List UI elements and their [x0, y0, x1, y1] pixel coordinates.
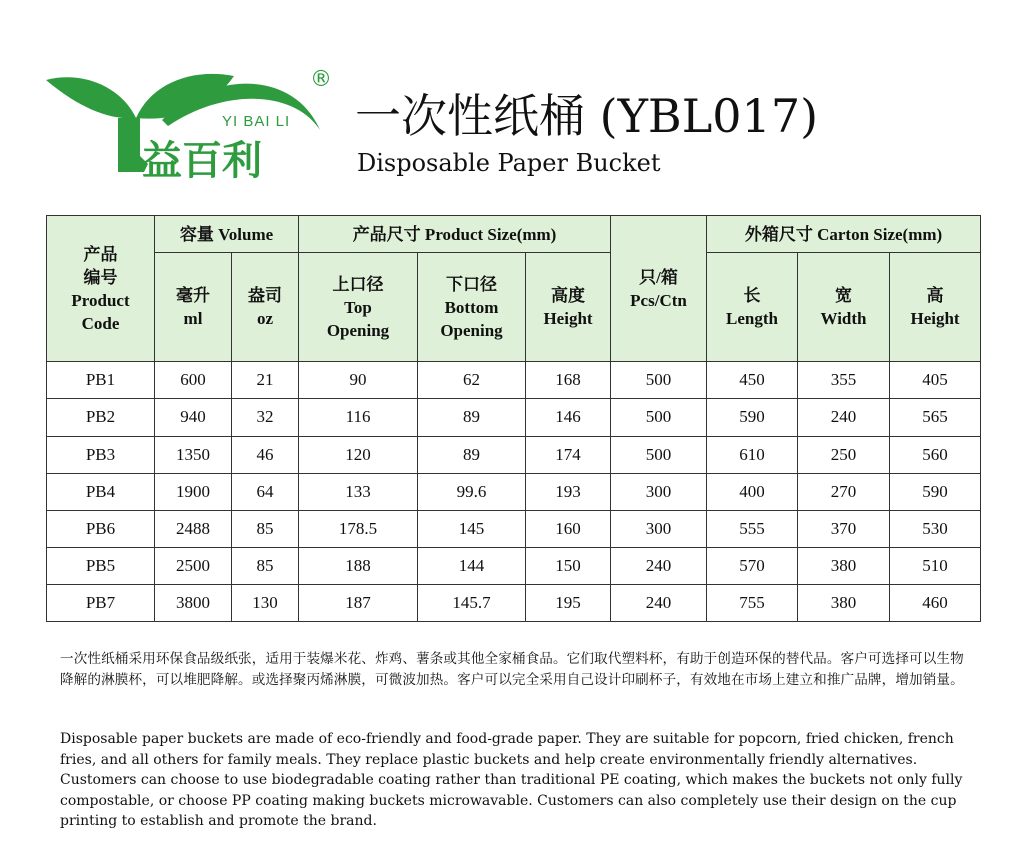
table-cell: 240 [798, 399, 890, 436]
table-cell: 940 [155, 399, 232, 436]
table-row [47, 547, 981, 584]
table-cell: 46 [232, 436, 299, 473]
table-cell: 89 [418, 436, 526, 473]
brand-logo [44, 60, 344, 185]
table-cell: 120 [299, 436, 418, 473]
header-carton-length: 长 Length [707, 253, 798, 362]
table-cell: 90 [299, 362, 418, 399]
table-row [47, 510, 981, 547]
table-cell: 145 [418, 510, 526, 547]
table-cell: 755 [707, 584, 798, 621]
header-height: 高度 Height [526, 253, 611, 362]
brand-pinyin: YI BAI LI [222, 113, 291, 130]
page-subtitle: Disposable Paper Bucket [357, 149, 661, 177]
table-cell: 133 [299, 473, 418, 510]
table-cell: 3800 [155, 584, 232, 621]
table-cell: 250 [798, 436, 890, 473]
table-cell: 500 [611, 436, 707, 473]
brand-name-cn: 益百利 [142, 138, 262, 184]
table-cell: 193 [526, 473, 611, 510]
table-cell: 116 [299, 399, 418, 436]
table-cell: 300 [611, 510, 707, 547]
table-cell: 1350 [155, 436, 232, 473]
header-carton-size: 外箱尺寸 Carton Size(mm) [707, 216, 981, 253]
description-en: Disposable paper buckets are made of eco-friendly and food-grade paper. They are suitable for popcorn, fried chicken, french fries, and all others for family meals. They replace plastic buckets and help create environmentally friendly alternatives. Customers can choose to use biodegradable coating rather than traditional PE coating, which makes the buckets not only fully compostable, or choose PP coating making buckets microwavable. Customers can also completely use their design on the cup printing to establish and promote the brand. [60, 731, 963, 829]
table-cell: 590 [890, 473, 981, 510]
header-ml: 毫升 ml [155, 253, 232, 362]
table-cell: PB6 [47, 510, 155, 547]
spec-table [46, 215, 981, 622]
description-cn: 一次性纸桶采用环保食品级纸张，适用于装爆米花、炸鸡、薯条或其他全家桶食品。它们取代塑料杯，有助于创造环保的替代品。客户可选择可以生物降解的淋膜杯，可以堆肥降解。或选择聚丙烯淋膜，可微波加热。客户可以完全采用自己设计印刷杯子，有效地在市场上建立和推广品牌，增加销量。 [60, 651, 964, 688]
table-cell: 300 [611, 473, 707, 510]
table-cell: 380 [798, 547, 890, 584]
header-product-size: 产品尺寸 Product Size(mm) [299, 216, 611, 253]
table-cell: 460 [890, 584, 981, 621]
table-cell: PB3 [47, 436, 155, 473]
table-cell: 355 [798, 362, 890, 399]
table-cell: 555 [707, 510, 798, 547]
table-cell: 89 [418, 399, 526, 436]
table-cell: 85 [232, 547, 299, 584]
table-cell: 21 [232, 362, 299, 399]
table-cell: 62 [418, 362, 526, 399]
table-cell: 168 [526, 362, 611, 399]
table-row [47, 362, 981, 399]
table-cell: 2500 [155, 547, 232, 584]
table-cell: 560 [890, 436, 981, 473]
table-cell: 32 [232, 399, 299, 436]
page-title: 一次性纸桶 (YBL017) [355, 89, 819, 143]
table-cell: 150 [526, 547, 611, 584]
table-cell: 195 [526, 584, 611, 621]
table-cell: PB5 [47, 547, 155, 584]
table-cell: 565 [890, 399, 981, 436]
table-cell: 85 [232, 510, 299, 547]
table-cell: 160 [526, 510, 611, 547]
table-cell: 400 [707, 473, 798, 510]
table-cell: 1900 [155, 473, 232, 510]
table-cell: 405 [890, 362, 981, 399]
table-cell: 380 [798, 584, 890, 621]
header-carton-height: 高 Height [890, 253, 981, 362]
table-cell: 178.5 [299, 510, 418, 547]
table-cell: 146 [526, 399, 611, 436]
table-cell: 500 [611, 362, 707, 399]
table-row [47, 399, 981, 436]
table-cell: PB2 [47, 399, 155, 436]
header-bottom-opening: 下口径 Bottom Opening [418, 253, 526, 362]
header-top-opening: 上口径 Top Opening [299, 253, 418, 362]
table-cell: PB4 [47, 473, 155, 510]
table-cell: 188 [299, 547, 418, 584]
table-cell: PB7 [47, 584, 155, 621]
header-oz: 盎司 oz [232, 253, 299, 362]
table-cell: 500 [611, 399, 707, 436]
header-pcs-ctn: 只/箱 Pcs/Ctn [611, 216, 707, 362]
table-cell: 570 [707, 547, 798, 584]
table-cell: 187 [299, 584, 418, 621]
table-cell: 270 [798, 473, 890, 510]
table-row [47, 584, 981, 621]
table-cell: 144 [418, 547, 526, 584]
header-product-code: 产品 编号 Product Code [47, 216, 155, 362]
table-cell: 240 [611, 584, 707, 621]
table-cell: 370 [798, 510, 890, 547]
table-cell: 99.6 [418, 473, 526, 510]
table-cell: 145.7 [418, 584, 526, 621]
table-cell: 530 [890, 510, 981, 547]
table-cell: 450 [707, 362, 798, 399]
table-cell: 130 [232, 584, 299, 621]
table-cell: 610 [707, 436, 798, 473]
table-cell: 510 [890, 547, 981, 584]
table-cell: 590 [707, 399, 798, 436]
table-cell: PB1 [47, 362, 155, 399]
table-row [47, 436, 981, 473]
left-leaf-icon [46, 77, 136, 118]
header-volume: 容量 Volume [155, 216, 299, 253]
table-cell: 174 [526, 436, 611, 473]
registered-mark: ® [310, 67, 332, 92]
table-cell: 240 [611, 547, 707, 584]
header-carton-width: 宽 Width [798, 253, 890, 362]
table-cell: 2488 [155, 510, 232, 547]
table-cell: 64 [232, 473, 299, 510]
table-row [47, 473, 981, 510]
table-cell: 600 [155, 362, 232, 399]
